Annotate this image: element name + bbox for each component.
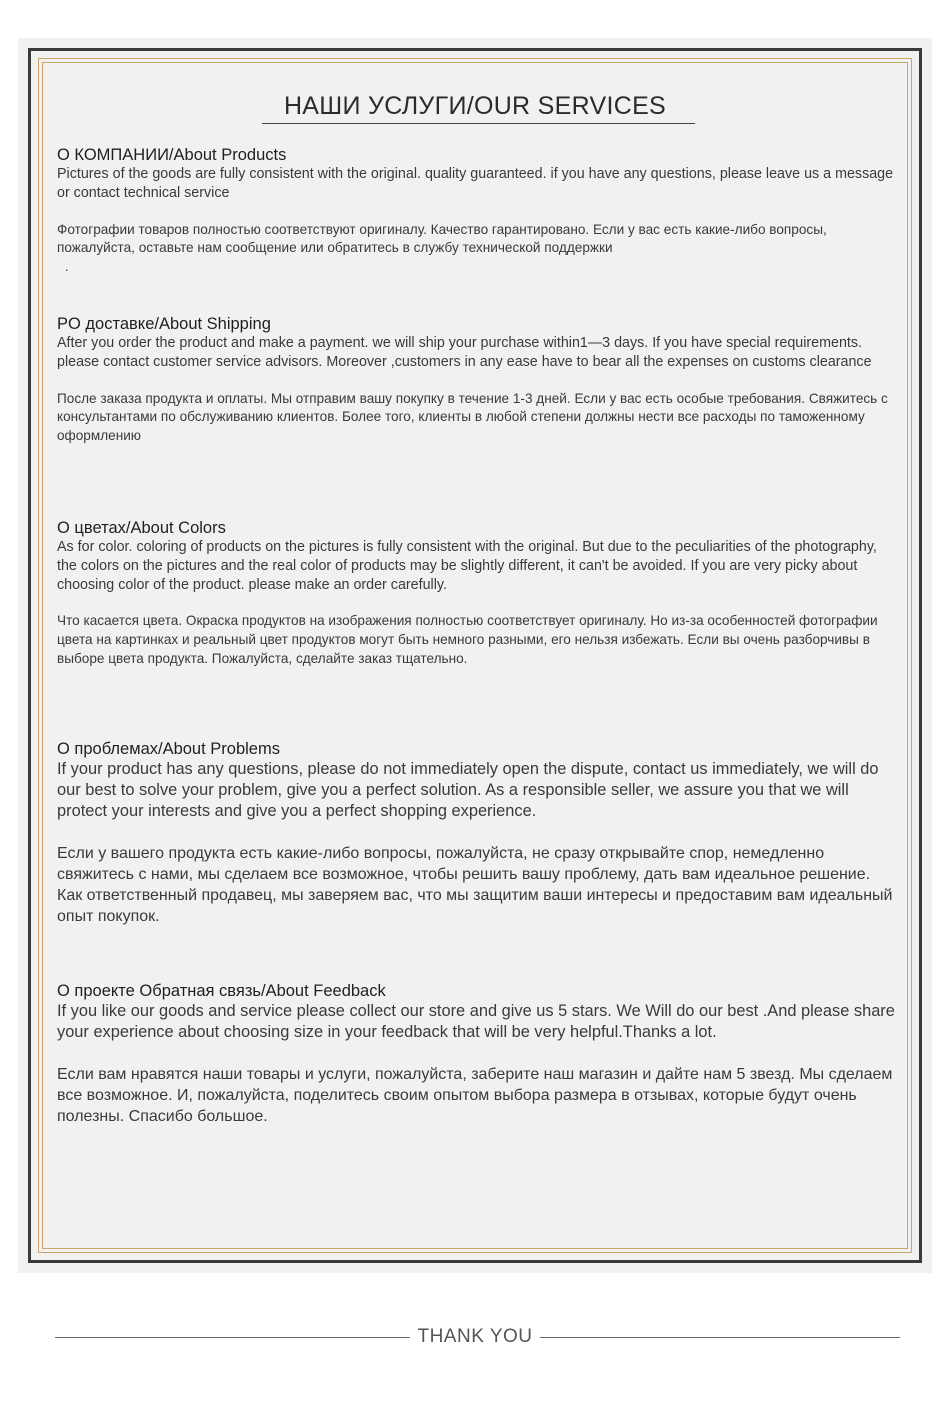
section-text-ru: Если у вашего продукта есть какие-либо вопросы, пожалуйста, не сразу открывайте спор, немедленно свяжитесь с нами, мы сделаем все возможное, чтобы решить вашу проблему, дать вам идеальное решение. Как ответственный продавец, мы заверяем вас, что мы защитим ваши интересы и предоставим вам идеальный опыт покупок. (57, 845, 893, 925)
section-heading: О цветах/About Colors (57, 519, 226, 537)
page-title: НАШИ УСЛУГИ/OUR SERVICES (283, 92, 667, 120)
title-underline (262, 123, 695, 124)
section-heading: О проблемах/About Problems (57, 740, 280, 758)
section-about-feedback (57, 982, 897, 1127)
section-heading: О проекте Обратная связь/About Feedback (57, 982, 386, 1000)
section-text-en: Pictures of the goods are fully consistent with the original. quality guaranteed. if you have any questions, please leave us a message or contact technical service (57, 166, 894, 201)
section-text-en: If you like our goods and service please collect our store and give us 5 stars. We Will do our best .And please share your experience about choosing size in your feedback that will be very helpful.Thanks a lot. (57, 1002, 895, 1041)
trailing-dot: . (65, 259, 69, 275)
section-text-ru: Что касается цвета. Окраска продуктов на изображения полностью соответствует оригиналу. Но из-за особенностей фотографии цвета на картинках и реальный цвет продуктов могут быть немного разными, его нельзя избежать. Если вы очень разборчивы в выборе цвета продукта. Пожалуйста, сделайте заказ тщательно. (57, 613, 878, 666)
thank-you-footer (0, 1326, 950, 1350)
section-heading: PO доставке/About Shipping (57, 315, 271, 333)
footer-rule-right (540, 1337, 900, 1338)
section-about-shipping (57, 315, 897, 446)
section-text-ru: После заказа продукта и оплаты. Мы отправим вашу покупку в течение 1-3 дней. Если у вас есть особые требования. Свяжитесь с консультантами по обслуживанию клиентов. Более того, клиенты в любой степени должны нести все расходы по таможенному оформлению (57, 390, 888, 444)
section-heading: О КОМПАНИИ/About Products (57, 146, 287, 164)
section-text-en: After you order the product and make a payment. we will ship your purchase within1—3 days. If you have special requirements. please contact customer service advisors. Moreover ,customers in any ease have to bear all the expenses on customs clearance (57, 335, 872, 370)
section-about-colors (57, 519, 897, 669)
section-text-en: As for color. coloring of products on the pictures is fully consistent with the original. But due to the peculiarities of the photography, the colors on the pictures and the real color of products may be slightly different, it can't be avoided. If you are very picky about choosing color of the product. please make an order carefully. (57, 539, 877, 593)
section-text-en: If your product has any questions, please do not immediately open the dispute, contact us immediately, we will do our best to solve your problem, give you a perfect solution. As a responsible seller, we assure you that we will protect your interests and give you a perfect shopping experience. (57, 760, 879, 820)
section-text-ru: Фотографии товаров полностью соответствуют оригиналу. Качество гарантировано. Если у вас есть какие-либо вопросы, пожалуйста, оставьте нам сообщение или обратитесь в службу технической поддержки (57, 221, 827, 256)
thank-you-label: THANK YOU (417, 1326, 533, 1347)
section-about-products (57, 146, 897, 276)
section-about-problems (57, 740, 897, 927)
section-text-ru: Если вам нравятся наши товары и услуги, пожалуйста, заберите наш магазин и дайте нам 5 звезд. Мы сделаем все возможное. И, пожалуйста, поделитесь своим опытом выбора размера в отзывах, которые будут очень полезны. Спасибо большое. (57, 1066, 893, 1125)
footer-rule-left (55, 1337, 410, 1338)
